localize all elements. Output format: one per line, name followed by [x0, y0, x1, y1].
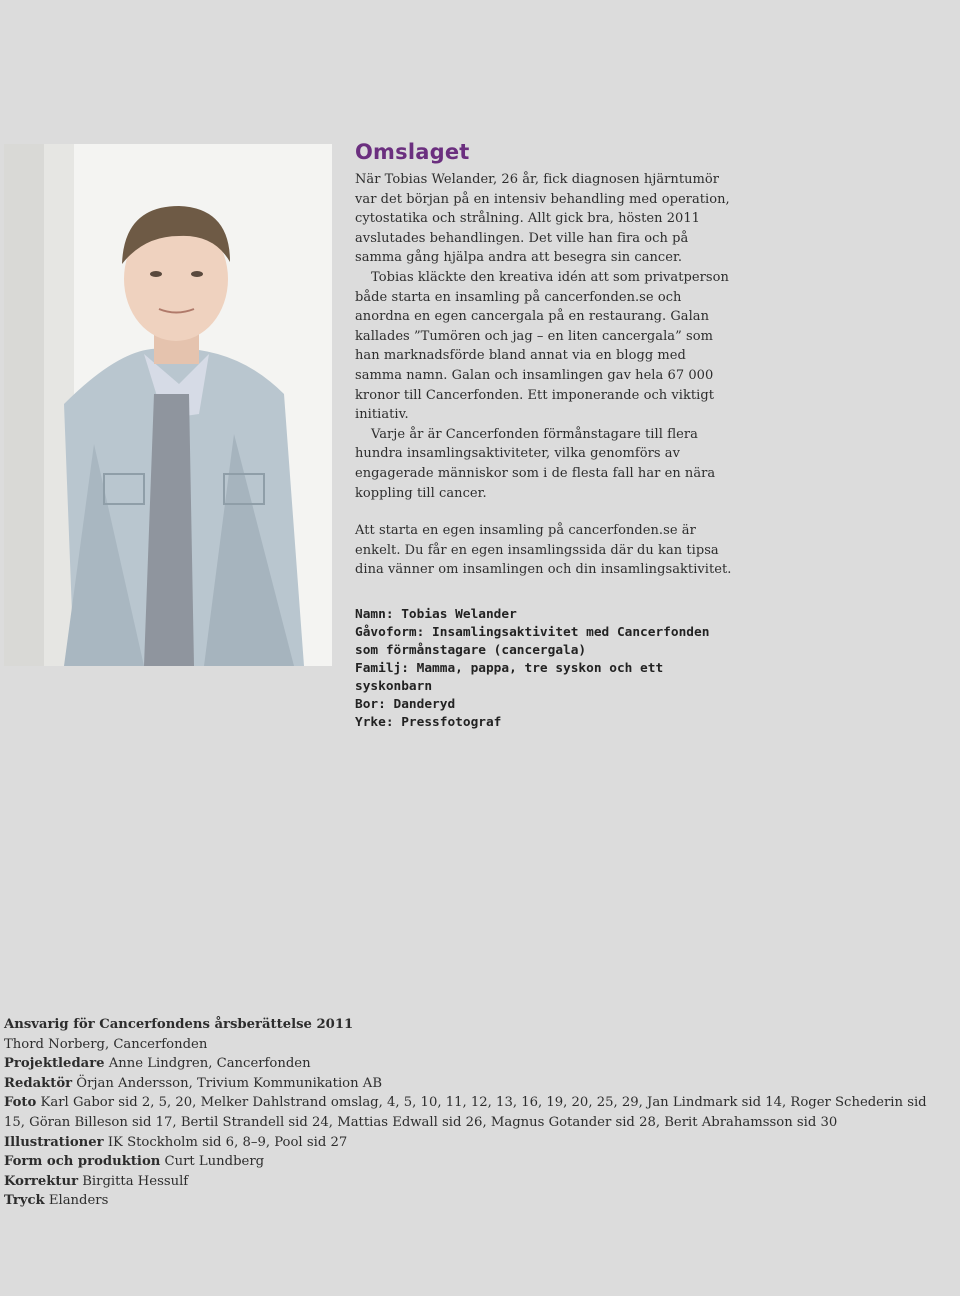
paragraph-start-collection: Att starta en egen insamling på cancerfonden.se är enkelt. Du får en egen insamlingssida där du kan tipsa dina vänner om insamlingen och din insamlingsaktivitet.	[355, 523, 732, 578]
fact-residence: Bor: Danderyd	[355, 696, 456, 712]
paragraph-intro: När Tobias Welander, 26 år, fick diagnosen hjärntumör var det början på en intensiv behandling med operation, cytostatika och strålning. Allt gick bra, hösten 2011 avslutades behandlingen. Det ville han fira och på samma gång hjälpa andra att besegra sin cancer.	[355, 172, 730, 266]
credit-project: Projektledare Anne Lindgren, Cancerfonden	[4, 1056, 311, 1072]
fact-family: Familj: Mamma, pappa, tre syskon och ett syskonbarn	[355, 660, 664, 694]
article-heading: Omslaget	[355, 140, 470, 164]
article	[355, 140, 735, 732]
credit-illustrations: Illustrationer IK Stockholm sid 6, 8–9, Pool sid 27	[4, 1134, 348, 1150]
credit-responsible-label: Ansvarig för Cancerfondens årsberättelse 2011	[4, 1017, 354, 1032]
fact-box	[355, 606, 735, 732]
colophon	[4, 1015, 944, 1211]
fact-profession: Yrke: Pressfotograf	[355, 714, 502, 730]
fact-gift-form: Gåvoform: Insamlingsaktivitet med Cancerfonden som förmånstagare (cancergala)	[355, 624, 710, 658]
credit-print: Tryck Elanders	[4, 1193, 109, 1209]
credit-responsible-name: Thord Norberg, Cancerfonden	[4, 1036, 208, 1052]
credit-proof: Korrektur Birgitta Hessulf	[4, 1173, 189, 1189]
credit-editor: Redaktör Örjan Andersson, Trivium Kommunikation AB	[4, 1075, 383, 1091]
paragraph-idea: Tobias kläckte den kreativa idén att som privatperson både starta en insamling på cancerfonden.se och anordna en egen cancergala på en restaurang. Galan kallades ”Tumören och jag – en liten cancergala” som han marknadsförde bland annat via en blogg med samma namn. Galan och insamlingen gav hela 67 000 kronor till Cancerfonden. Ett imponerande och viktigt initiativ.	[355, 269, 729, 423]
credit-photo: Foto Karl Gabor sid 2, 5, 20, Melker Dahlstrand omslag, 4, 5, 10, 11, 12, 13, 16, 19, 20, 25, 29, Jan Lindmark sid 14, Roger Schederin sid 15, Göran Billeson sid 17, Bertil Strandell sid 24, Mattias Edwall sid 26, Magnus Gotander sid 28, Berit Abrahamsson sid 30	[4, 1095, 927, 1130]
paragraph-beneficiary: Varje år är Cancerfonden förmånstagare till flera hundra insamlingsaktiviteter, vilka genomförs av engagerade människor som i de flesta fall har en nära koppling till cancer.	[355, 426, 716, 501]
cover-photo	[4, 144, 332, 666]
fact-name: Namn: Tobias Welander	[355, 606, 517, 622]
credit-form: Form och produktion Curt Lundberg	[4, 1154, 265, 1170]
